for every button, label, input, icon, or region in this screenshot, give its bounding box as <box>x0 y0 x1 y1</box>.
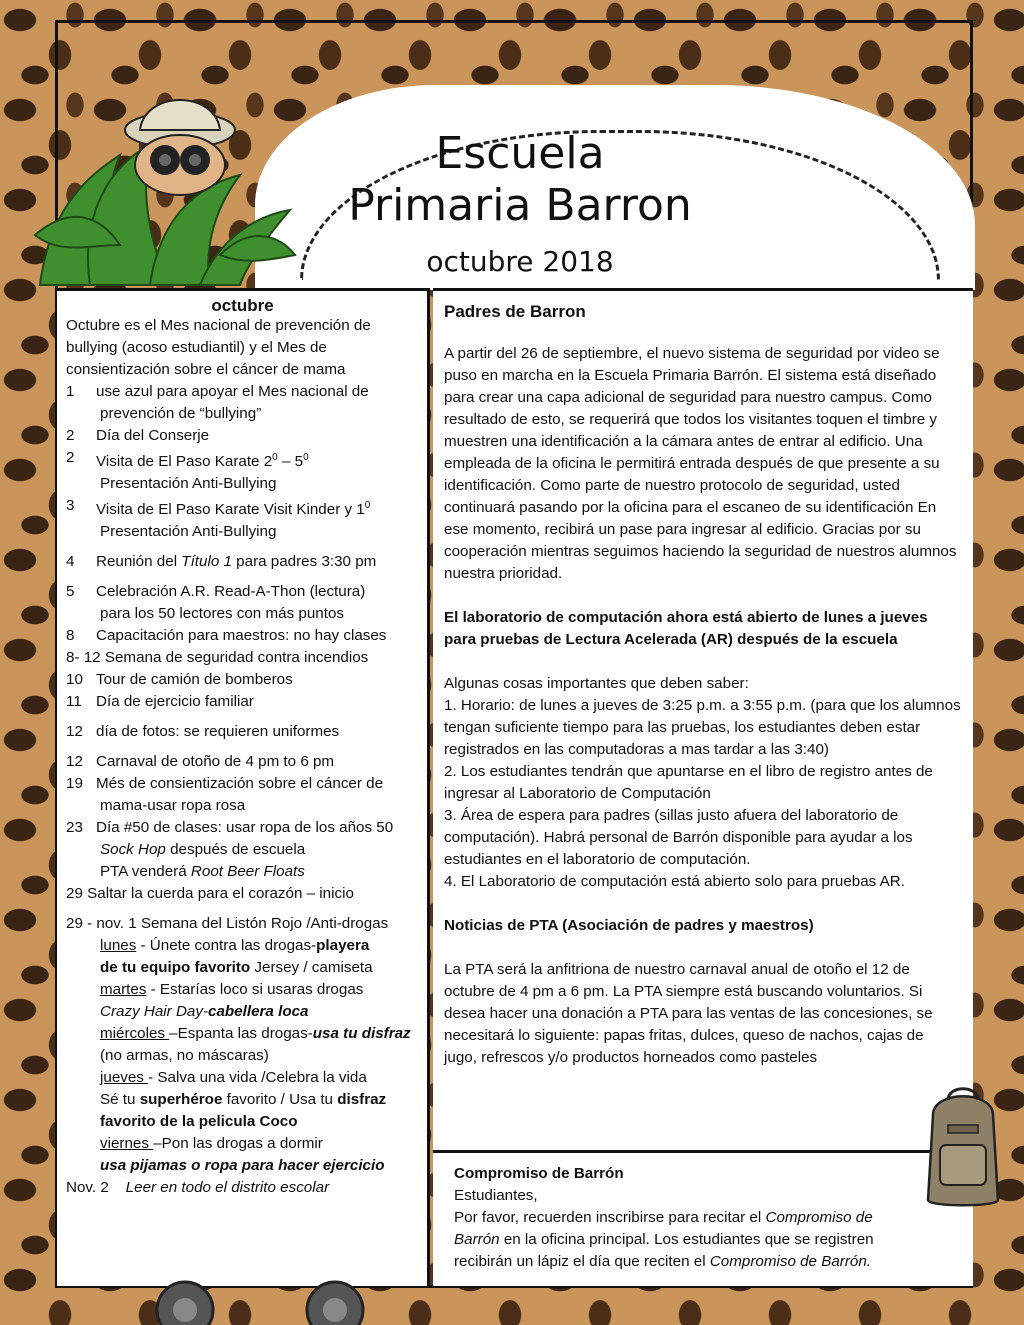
pledge-line: Estudiantes, <box>454 1187 538 1204</box>
event-item: 29 Saltar la cuerda para el corazón – inicio <box>66 885 354 903</box>
pledge-line: Por favor, recuerden inscribirse para recitar el Compromiso de <box>454 1209 873 1226</box>
backpack-icon <box>918 1085 1008 1210</box>
pta-heading: Noticias de PTA (Asociación de padres y maestros) <box>444 917 814 934</box>
pledge-title: Compromiso de Barrón <box>454 1165 624 1182</box>
calendar-heading: octubre <box>211 296 274 315</box>
event-item: 12 Carnaval de otoño de 4 pm to 6 pm <box>66 753 335 771</box>
event-item: Nov. 2 Leer en todo el distrito escolar <box>66 1179 330 1197</box>
event-item: 5 Celebración A.R. Read-A-Thon (lectura) <box>66 583 366 601</box>
pledge-line: recibirán un lápiz el día que reciten el Compromiso de Barrón. <box>454 1253 872 1270</box>
event-continuation: Presentación Anti-Bullying <box>100 523 277 541</box>
event-item: 1 use azul para apoyar el Mes nacional de <box>66 383 369 400</box>
school-title: Escuela Primaria Barron <box>348 128 692 231</box>
event-item: 2 Visita de El Paso Karate $2^0 - 5^0$ <box>66 449 309 471</box>
pledge-box <box>433 1150 973 1286</box>
issue-date: octubre 2018 <box>426 245 614 278</box>
lab-details: Algunas cosas importantes que deben saber: 1. Horario: de lunes a jueves de 3:25 p.m. a 3:55 p.m. (para que los alumnos tengan suficiente tiempo para las pruebas, los estudiantes deben estar registrados en las computadoras a mas tardar a las 3:40) 2. Los estudiantes tendrán que apuntarse en el libro de registro antes de ingresar al Laboratorio de Computación 3. Área de espera para padres (sillas justo afuera del laboratorio de computación). Habrá personal de Barrón disponible para ayudar a los estudiantes en el laboratorio de computación. 4. El Laboratorio de computación está abierto solo para pruebas AR. <box>444 675 961 890</box>
explorer-binoculars-icon <box>30 85 300 290</box>
event-item: 8- 12 Semana de seguridad contra incendios <box>66 649 369 667</box>
event-continuation: PTA venderá Root Beer Floats <box>100 863 305 881</box>
calendar-intro: Octubre es el Mes nacional de prevención de bullying (acoso estudiantil) y el Mes de consientización sobre el cáncer de mama <box>66 317 371 378</box>
event-item: 29 - nov. 1 Semana del Listón Rojo /Anti-drogas <box>66 915 389 933</box>
event-item: 4 Reunión del Título 1 para padres 3:30 pm <box>66 553 377 571</box>
event-item: 3 Visita de El Paso Karate Visit Kinder y $1^0$ <box>66 497 371 519</box>
parents-news <box>433 288 973 1150</box>
red-ribbon-week: lunes - Únete contra las drogas-playera de tu equipo favorito Jersey / camiseta martes - Estarías loco si usaras drogas Crazy Hair Day-cabellera loca miércoles –Espanta las drogas-usa tu disfraz (no armas, no máscaras) jueves - Salva una vida /Celebra la vida Sé tu superhéroe favorito / Usa tu disfraz favorito de la pelicula Coco viernes –Pon las drogas a dormir usa pijamas o ropa para hacer ejercicio <box>100 937 411 1175</box>
event-item: 2 Día del Conserje <box>66 427 210 444</box>
pledge-line: Barrón en la oficina principal. Los estudiantes que se registren <box>454 1231 874 1248</box>
lab-heading: El laboratorio de computación ahora está abierto de lunes a jueves para pruebas de Lectura Acelerada (AR) después de la escuela <box>444 609 928 648</box>
event-item: 10 Tour de camión de bomberos <box>66 671 293 689</box>
event-continuation: Presentación Anti-Bullying <box>100 475 277 493</box>
event-continuation: Sock Hop después de escuela <box>100 841 306 859</box>
event-continuation: prevención de “bullying” <box>100 405 262 422</box>
event-item: 12 día de fotos: se requieren uniformes <box>66 723 340 741</box>
jeep-wheels-icon <box>150 1280 370 1325</box>
event-item: 11 Día de ejercicio familiar <box>66 693 254 711</box>
event-item: 19 Més de consientización sobre el cáncer de <box>66 775 384 793</box>
pta-paragraph: La PTA será la anfitriona de nuestro carnaval anual de otoño el 12 de octubre de 4 pm a 6 pm. La PTA siempre está buscando voluntarios. Si desea hacer una donación a PTA para las ventas de las concesiones, se necesitará lo siguiente: papas fritas, dulces, queso de nachos, cajas de jugo, refrescos y/o productos horneados como pasteles <box>444 961 933 1066</box>
october-calendar <box>57 288 430 1286</box>
event-item: 8 Capacitación para maestros: no hay clases <box>66 627 387 645</box>
security-paragraph: A partir del 26 de septiembre, el nuevo sistema de seguridad por video se puso en marcha en la Escuela Primaria Barrón. El sistema está diseñado para crear una capa adicional de seguridad para nuestro campus. Como resultado de esto, se requerirá que todos los visitantes toquen el timbre y muestren una identificación a la cámara antes de entrar al edificio. Una empleada de la oficina le permitirá entrada después de que presente a su identificación. Como parte de nuestro protocolo de seguridad, usted continuará pasando por la oficina para el escaneo de su identificación En ese momento, recibirá un pase para ingresar al edificio. Gracias por su cooperación mientras seguimos haciendo la seguridad de nuestros alumnos nuestra prioridad. <box>444 345 957 582</box>
event-continuation: para los 50 lectores con más puntos <box>100 605 344 623</box>
section-heading: Padres de Barron <box>444 302 586 321</box>
event-continuation: mama-usar ropa rosa <box>100 797 246 815</box>
event-item: 23 Día #50 de clases: usar ropa de los años 50 <box>66 819 394 837</box>
